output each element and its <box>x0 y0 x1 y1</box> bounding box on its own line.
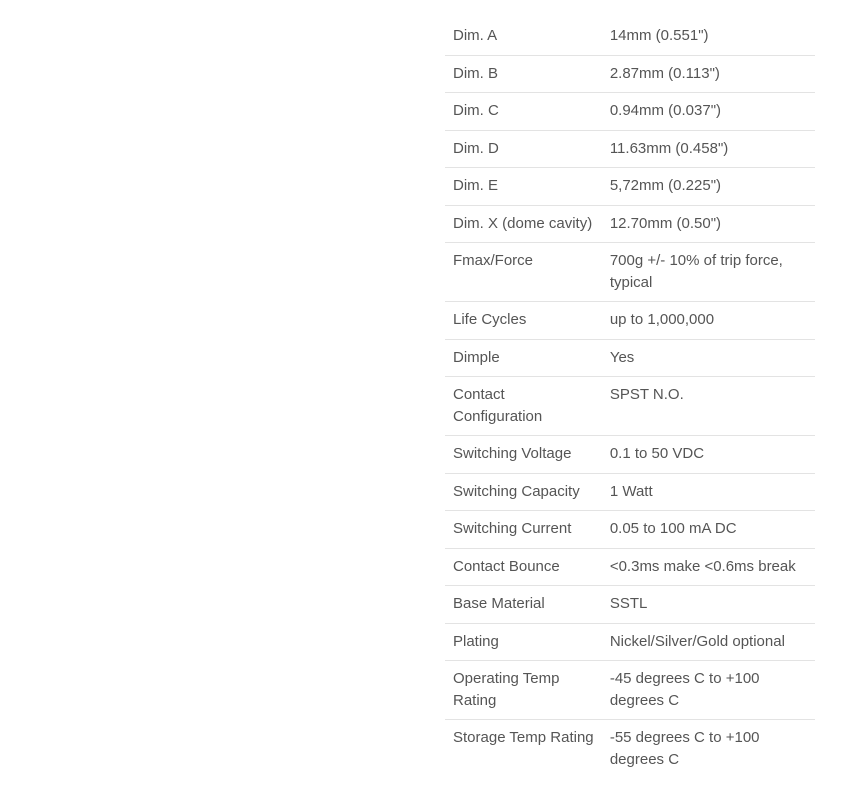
spec-label: Contact Bounce <box>445 548 602 586</box>
spec-value: SPST N.O. <box>602 377 815 436</box>
spec-row <box>445 436 815 474</box>
spec-label: Plating <box>445 623 602 661</box>
spec-row <box>445 130 815 168</box>
spec-value: 2.87mm (0.113") <box>602 55 815 93</box>
spec-row <box>445 511 815 549</box>
spec-value: 1 Watt <box>602 473 815 511</box>
spec-label: Dimple <box>445 339 602 377</box>
spec-value: 700g +/- 10% of trip force, typical <box>602 243 815 302</box>
spec-value: 5,72mm (0.225") <box>602 168 815 206</box>
spec-row <box>445 473 815 511</box>
spec-label: Dim. B <box>445 55 602 93</box>
spec-row <box>445 661 815 720</box>
spec-label: Switching Capacity <box>445 473 602 511</box>
spec-row <box>445 377 815 436</box>
spec-value: Nickel/Silver/Gold optional <box>602 623 815 661</box>
spec-value: 12.70mm (0.50") <box>602 205 815 243</box>
spec-label: Operating Temp Rating <box>445 661 602 720</box>
spec-value: 0.1 to 50 VDC <box>602 436 815 474</box>
spec-label: Life Cycles <box>445 302 602 340</box>
spec-row <box>445 18 815 55</box>
spec-label: Switching Voltage <box>445 436 602 474</box>
specifications-body <box>445 18 815 778</box>
spec-value: -55 degrees C to +100 degrees C <box>609 729 760 768</box>
spec-row <box>445 586 815 624</box>
spec-row <box>445 302 815 340</box>
spec-label: Dim. X (dome cavity) <box>445 205 602 243</box>
spec-row <box>445 55 815 93</box>
spec-row <box>445 720 815 779</box>
spec-label: Dim. C <box>445 93 602 131</box>
spec-value: up to 1,000,000 <box>602 302 815 340</box>
spec-label: Dim. A <box>445 18 602 55</box>
spec-value: 0.94mm (0.037") <box>602 93 815 131</box>
spec-row <box>445 548 815 586</box>
spec-label: Switching Current <box>445 511 602 549</box>
spec-label: Fmax/Force <box>445 243 602 302</box>
specifications-table <box>445 18 815 778</box>
spec-value: SSTL <box>602 586 815 624</box>
spec-row <box>445 243 815 302</box>
spec-value: -45 degrees C to +100 degrees C <box>602 661 815 720</box>
spec-value: <0.3ms make <0.6ms break <box>602 548 815 586</box>
spec-value: Yes <box>602 339 815 377</box>
spec-value: 0.05 to 100 mA DC <box>602 511 815 549</box>
spec-label: Contact Configuration <box>445 377 602 436</box>
spec-row <box>445 339 815 377</box>
spec-label: Base Material <box>445 586 602 624</box>
spec-label: Storage Temp Rating <box>453 729 594 746</box>
spec-row <box>445 93 815 131</box>
spec-row <box>445 623 815 661</box>
spec-label: Dim. D <box>445 130 602 168</box>
spec-value: 11.63mm (0.458") <box>602 130 815 168</box>
spec-row <box>445 205 815 243</box>
spec-label: Dim. E <box>445 168 602 206</box>
spec-row <box>445 168 815 206</box>
spec-value: 14mm (0.551") <box>602 18 815 55</box>
